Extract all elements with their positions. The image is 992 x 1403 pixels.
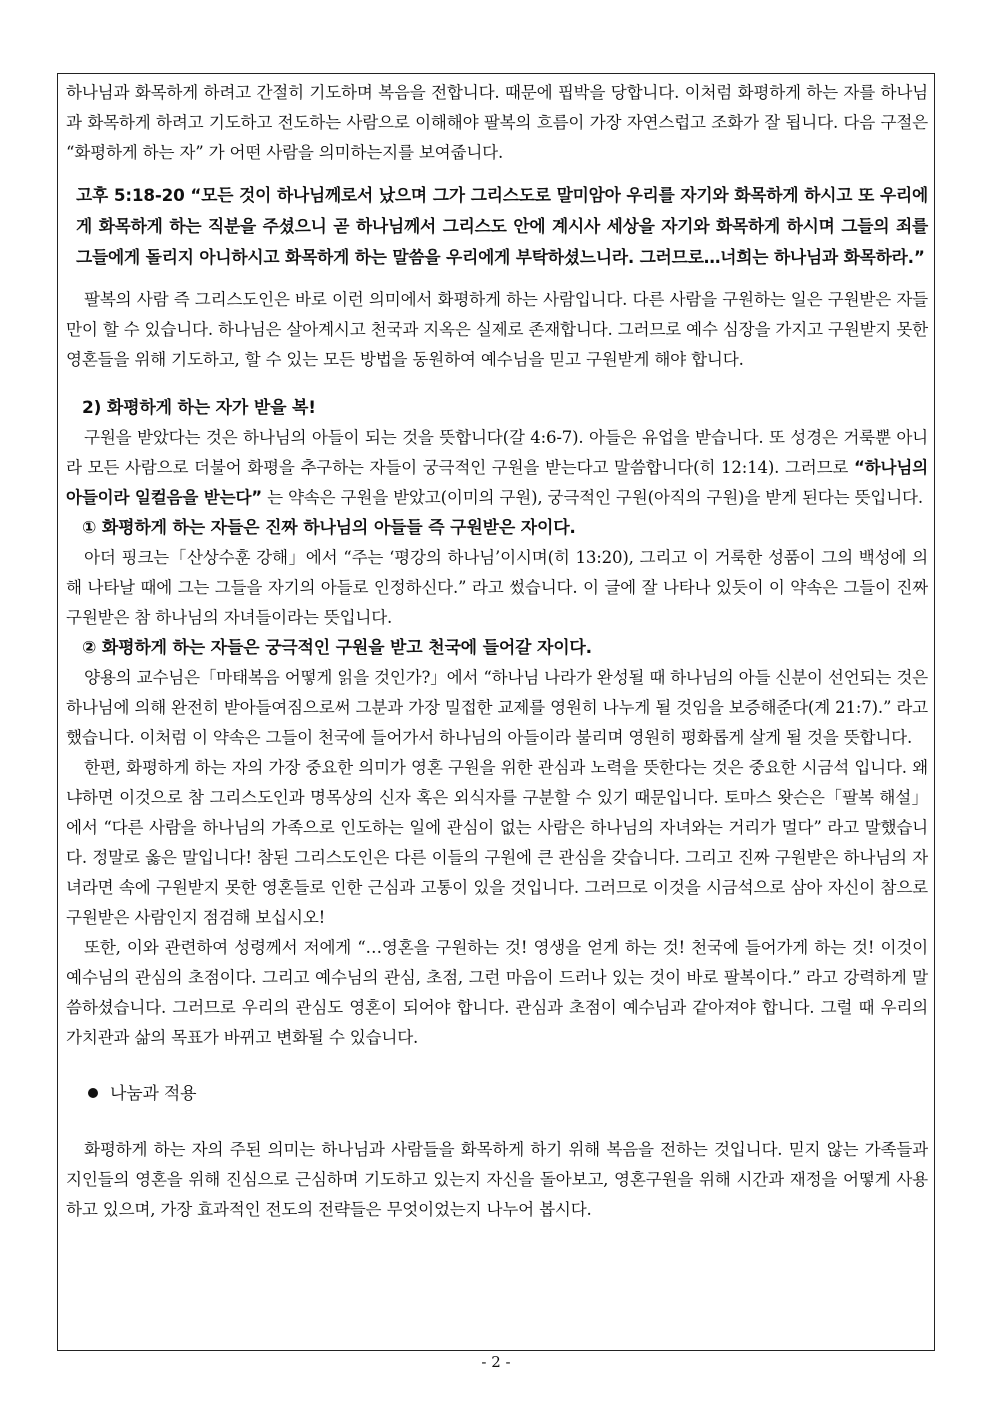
subheading-1: ① 화평하게 하는 자들은 진짜 하나님의 아들들 즉 구원받은 자이다.: [82, 518, 576, 538]
sharing-heading: [66, 1079, 928, 1109]
paragraph-arthur-pink: 아더 핑크는「산상수훈 강해」에서 “주는 ‘평강의 하나님’이시며(히 13:20), 그리고 이 거룩한 성품이 그의 백성에 의해 나타날 때에 그는 그들을 자기의 아들로 인정하신다.” 라고 썼습니다. 이 글에 잘 나타나 있듯이 이 약속은 그들이 진짜 구원받은 참 하나님의 자녀들이라는 뜻입니다.: [66, 548, 928, 627]
paragraph-peacemaker-meaning: 팔복의 사람 즉 그리스도인은 바로 이런 의미에서 화평하게 하는 사람입니다. 다른 사람을 구원하는 일은 구원받은 자들만이 할 수 있습니다. 하나님은 살아계시고 천국과 지옥은 실제로 존재합니다. 그러므로 예수 심장을 가지고 구원받지 못한 영혼들을 위해 기도하고, 할 수 있는 모든 방법을 동원하여 예수님을 믿고 구원받게 해야 합니다.: [66, 290, 928, 369]
paragraph-blessing: [66, 423, 928, 513]
paragraph-application: 화평하게 하는 자의 주된 의미는 하나님과 사람들을 화목하게 하기 위해 복음을 전하는 것입니다. 믿지 않는 가족들과 지인들의 영혼을 위해 진심으로 근심하며 기도하고 있는지 자신을 돌아보고, 영혼구원을 위해 시간과 재정을 어떻게 사용하고 있으며, 가장 효과적인 전도의 전략들은 무엇이었는지 나누어 봅시다.: [66, 1140, 928, 1219]
bullet-icon: [88, 1088, 98, 1098]
paragraph-intro: 하나님과 화목하게 하려고 간절히 기도하며 복음을 전합니다. 때문에 핍박을 당합니다. 이처럼 화평하게 하는 자를 하나님과 화목하게 하려고 기도하고 전도하는 사람으로 이해해야 팔복의 흐름이 가장 자연스럽고 조화가 잘 됩니다. 다음 구절은 “화평하게 하는 자” 가 어떤 사람을 의미하는지를 보여줍니다.: [66, 83, 928, 162]
paragraph-touchstone: 한편, 화평하게 하는 자의 가장 중요한 의미가 영혼 구원을 위한 관심과 노력을 뜻한다는 것은 중요한 시금석 입니다. 왜냐하면 이것으로 참 그리스도인과 명목상의 신자 혹은 외식자를 구분할 수 있기 때문입니다. 토마스 왓슨은「팔복 해설」에서 “다른 사람을 하나님의 가족으로 인도하는 일에 관심이 없는 사람은 하나님의 자녀와는 거리가 멀다” 라고 말했습니다. 정말로 옳은 말입니다! 참된 그리스도인은 다른 이들의 구원에 큰 관심을 갖습니다. 그리고 진짜 구원받은 하나님의 자녀라면 속에 구원받지 못한 영혼들로 인한 근심과 고통이 있을 것입니다. 그러므로 이것을 시금석으로 삼아 자신이 참으로 구원받은 사람인지 점검해 보십시오!: [66, 758, 928, 927]
scripture-quote: 고후 5:18-20 “모든 것이 하나님께로서 났으며 그가 그리스도로 말미암아 우리를 자기와 화목하게 하시고 또 우리에게 화목하게 하는 직분을 주셨으니 곧 하나님께서 그리스도 안에 계시사 세상을 자기와 화목하게 하시며 그들의 죄를 그들에게 돌리지 아니하시고 화목하게 하는 말씀을 우리에게 부탁하셨느니라. 그러므로…너희는 하나님과 화목하라.”: [76, 185, 928, 267]
blessing-text-a: 구원을 받았다는 것은 하나님의 아들이 되는 것을 뜻합니다(갈 4:6-7). 아들은 유업을 받습니다. 또 성경은 거룩뿐 아니라 모든 사람으로 더불어 화평을 추구하는 자들이 궁극적인 구원을 받는다고 말씀합니다(히 12:14). 그러므로: [66, 428, 928, 477]
blessing-text-b: 는 약속은 구원을 받았고(이미의 구원), 궁극적인 구원(아직의 구원)을 받게 된다는 뜻입니다.: [262, 488, 923, 507]
blessing-promise: “하나님의 아들이라 일컬음을 받는다”: [66, 458, 928, 507]
sharing-heading-label: 나눔과 적용: [110, 1084, 197, 1104]
page-number: - 2 -: [481, 1353, 511, 1371]
subheading-2: ② 화평하게 하는 자들은 궁극적인 구원을 받고 천국에 들어갈 자이다.: [82, 638, 592, 658]
paragraph-holy-spirit: 또한, 이와 관련하여 성령께서 저에게 “…영혼을 구원하는 것! 영생을 얻게 하는 것! 천국에 들어가게 하는 것! 이것이 예수님의 관심의 초점이다. 그리고 예수님의 관심, 초점, 그런 마음이 드러나 있는 것이 바로 팔복이다.” 라고 강력하게 말씀하셨습니다. 그러므로 우리의 관심도 영혼이 되어야 합니다. 관심과 초점이 예수님과 같아져야 합니다. 그럴 때 우리의 가치관과 삶의 목표가 바뀌고 변화될 수 있습니다.: [66, 938, 928, 1047]
paragraph-yang: 양용의 교수님은「마태복음 어떻게 읽을 것인가?」에서 “하나님 나라가 완성될 때 하나님의 아들 신분이 선언되는 것은 하나님에 의해 완전히 받아들여짐으로써 그분과 가장 밀접한 교제를 영원히 나누게 될 것임을 보증해준다(계 21:7).” 라고 했습니다. 이처럼 이 약속은 그들이 천국에 들어가서 하나님의 아들이라 불리며 영원히 평화롭게 살게 될 것을 뜻합니다.: [66, 668, 928, 747]
document-body: [66, 78, 928, 1225]
section-heading: 2) 화평하게 하는 자가 받을 복!: [82, 398, 316, 418]
